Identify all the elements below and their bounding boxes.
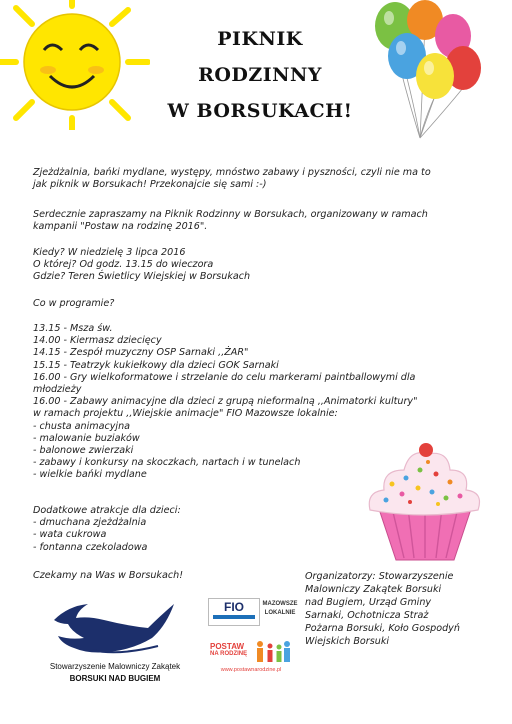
balloon-yellow: [416, 53, 454, 99]
program-item: 13.15 - Msza św.: [33, 323, 113, 334]
program-heading: Co w programie?: [33, 298, 115, 309]
program-item: 14.00 - Kiermasz dziecięcy: [33, 335, 162, 347]
program-item: - wielkie bańki mydlane: [33, 469, 147, 481]
extra-heading: Dodatkowe atrakcje dla dzieci:: [33, 505, 181, 516]
family-figures-icon: [254, 640, 292, 664]
program-item: 16.00 - Gry wielkoformatowe i strzelanie do celu markerami paintballowymi dla: [33, 371, 416, 383]
sun-face: [24, 14, 120, 110]
postaw-logo-url: www.postawnarodzine.pl: [220, 667, 282, 673]
heron-logo: [48, 598, 178, 660]
program-item: młodzieży: [33, 384, 82, 396]
mazowsze-lokalnie-line-2: LOKALNIE: [264, 610, 296, 616]
time-line: O której? Od godz. 13.15 do wieczora: [33, 259, 214, 271]
postaw-logo-line-1: POSTAW: [210, 642, 245, 651]
extra-item: - dmuchana zjeżdżalnia: [33, 517, 147, 529]
balloons-illustration: [365, 0, 485, 140]
title-line-3: W BORSUKACH!: [167, 100, 353, 122]
postaw-na-rodzine-logo: [210, 640, 292, 676]
intro-line: Zjeżdżalnia, bańki mydlane, występy, mnóstwo zabawy i pyszności, czyli nie ma to: [33, 167, 431, 178]
organizers-line: nad Bugiem, Urząd Gminy: [305, 597, 432, 608]
program-item: 15.15 - Teatrzyk kukiełkowy dla dzieci GOK Sarnaki: [33, 359, 279, 371]
program-item: - balonowe zwierzaki: [33, 445, 134, 457]
organizers-line: Sarnaki, Ochotnicza Straż: [305, 610, 429, 621]
title-line-1: PIKNIK: [217, 28, 303, 50]
program-item: - zabawy i konkursy na skoczkach, nartach i w tunelach: [33, 457, 301, 469]
fio-logo: [208, 598, 260, 626]
organizers-block: [305, 570, 495, 648]
extra-item: - wata cukrowa: [33, 529, 107, 541]
extra-item: - fontanna czekoladowa: [33, 541, 148, 553]
postaw-logo-line-2: NA RODZINĘ: [210, 651, 248, 657]
program-item: - malowanie buziaków: [33, 432, 140, 444]
invite-paragraph: [33, 209, 473, 233]
cupcake-illustration: [362, 440, 487, 565]
when-where-block: [33, 247, 473, 284]
where-line: Gdzie? Teren Świetlicy Wiejskiej w Borsukach: [33, 271, 251, 283]
invite-line: kampanii "Postaw na rodzinę 2016".: [33, 221, 208, 233]
program-item: - chusta animacyjna: [33, 420, 131, 432]
when-line: Kiedy? W niedzielę 3 lipca 2016: [33, 247, 186, 258]
association-name-line-1: Stowarzyszenie Malowniczy Zakątek: [49, 662, 181, 671]
organizers-line: Wiejskich Borsuki: [305, 636, 390, 647]
intro-line: jak piknik w Borsukach! Przekonajcie się sami :-): [33, 179, 267, 191]
organizers-line: Malowniczy Zakątek Borsuki: [305, 584, 442, 595]
cupcake-frosting: [369, 453, 479, 515]
organizers-line: Organizatorzy: Stowarzyszenie: [305, 571, 454, 582]
invite-line: Serdecznie zapraszamy na Piknik Rodzinny w Borsukach, organizowany w ramach: [33, 209, 428, 220]
program-item: 14.15 - Zespół muzyczny OSP Sarnaki ,,ŻAR": [33, 347, 249, 359]
intro-paragraph: [33, 167, 473, 191]
fio-logo-text: FIO: [224, 600, 244, 614]
program-item: w ramach projektu ,,Wiejskie animacje" FIO Mazowsze lokalnie:: [33, 408, 338, 420]
organizers-line: Pożarna Borsuki, Koło Gospodyń: [305, 623, 460, 634]
program-item: 16.00 - Zabawy animacyjne dla dzieci z grupą nieformalną ,,Animatorki kultury": [33, 396, 418, 408]
cupcake-cherry: [419, 443, 433, 457]
sun-illustration: [0, 0, 150, 130]
title-line-2: RODZINNY: [198, 64, 322, 86]
closing-line: Czekamy na Was w Borsukach!: [33, 570, 184, 581]
mazowsze-lokalnie-line-1: MAZOWSZE: [262, 601, 298, 607]
association-name-line-2: BORSUKI NAD BUGIEM: [69, 674, 161, 683]
